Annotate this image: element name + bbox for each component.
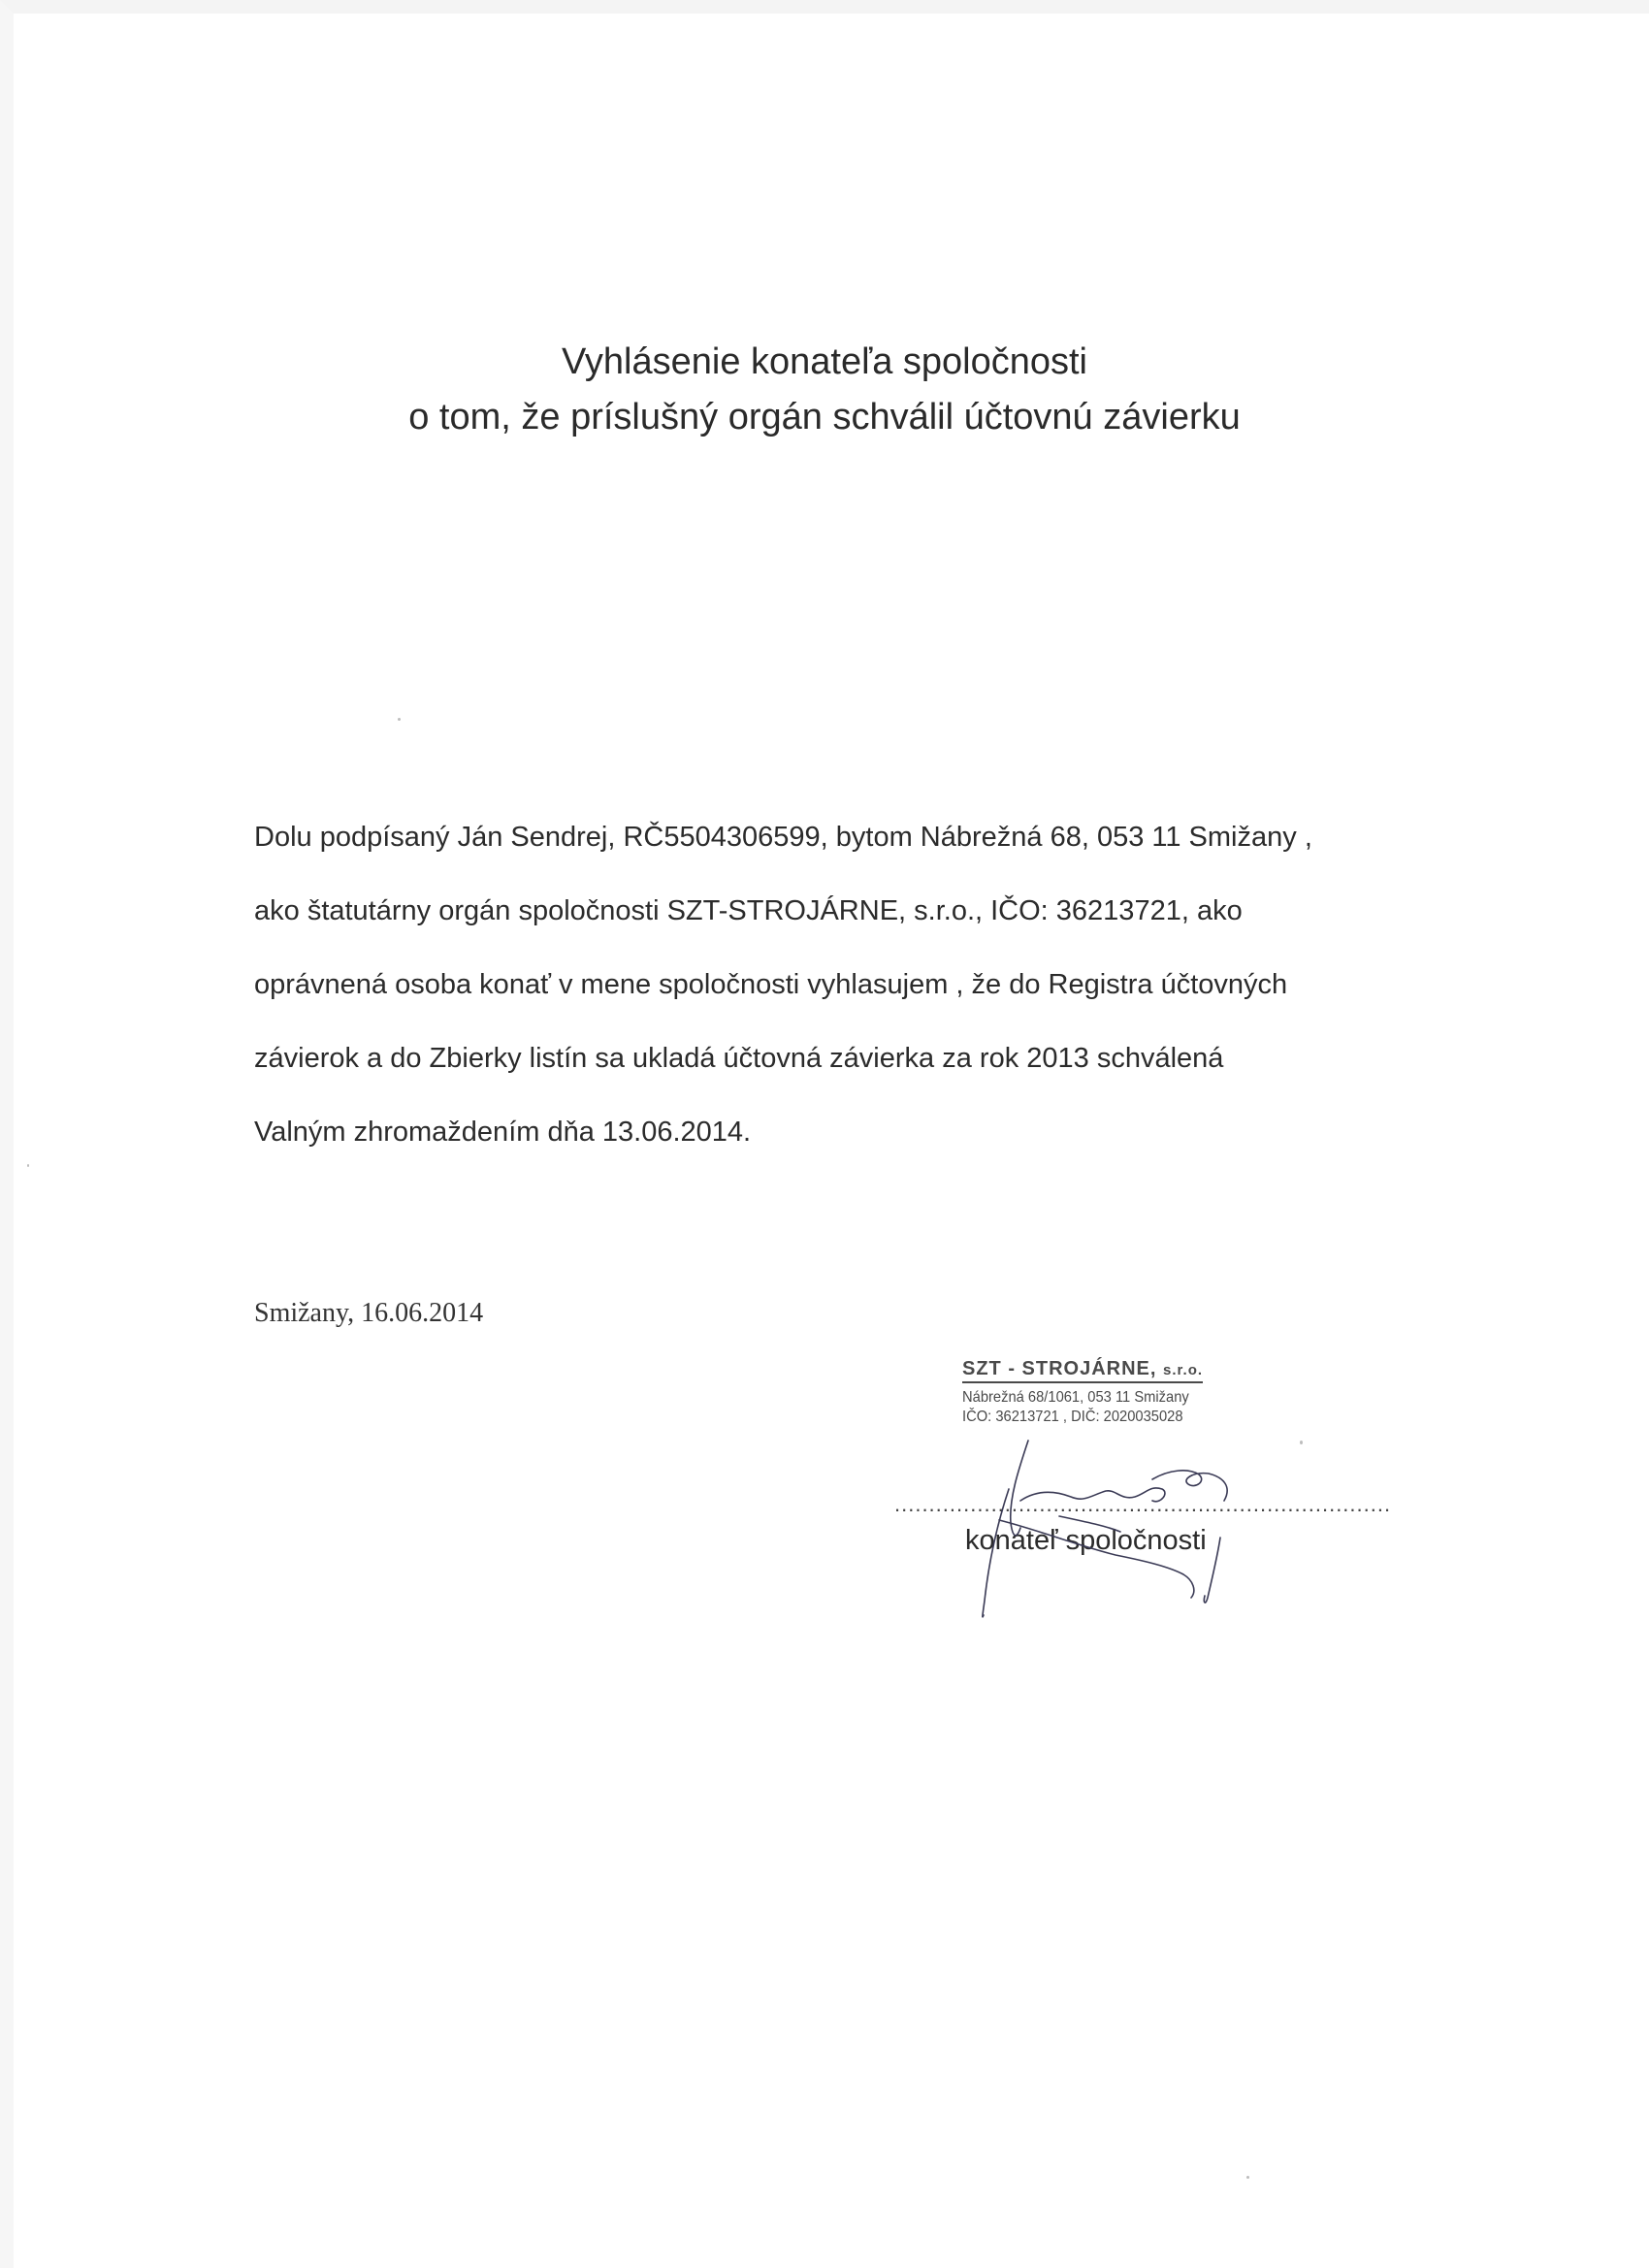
scan-speck (398, 718, 401, 721)
stamp-address: Nábrežná 68/1061, 053 11 Smižany (962, 1389, 1189, 1406)
title-line-2: o tom, že príslušný orgán schválil účtovnú závierku (408, 397, 1241, 437)
handwritten-signature (970, 1431, 1300, 1635)
company-stamp (962, 1358, 1273, 1426)
place-and-date: Smižany, 16.06.2014 (254, 1298, 484, 1328)
scan-speck (1246, 2176, 1249, 2179)
scan-speck (27, 1164, 29, 1167)
scan-speck (1300, 1441, 1303, 1444)
stamp-name-suffix: s.r.o. (1163, 1362, 1204, 1378)
body-line-1: Dolu podpísaný Ján Sendrej, RČ5504306599, bytom Nábrežná 68, 053 11 Smižany , (254, 822, 1312, 853)
body-line-3: oprávnená osoba konať v mene spoločnosti vyhlasujem , že do Registra účtovných (254, 969, 1288, 1000)
stamp-ids: IČO: 36213721 , DIČ: 2020035028 (962, 1409, 1183, 1425)
stamp-company-name (962, 1358, 1203, 1383)
title-line-1: Vyhlásenie konateľa spoločnosti (561, 341, 1088, 382)
document-title (0, 335, 1649, 445)
body-line-4: závierok a do Zbierky listín sa ukladá účtovná závierka za rok 2013 schválená (254, 1043, 1224, 1074)
signature-line: ........................................................................ (894, 1492, 1392, 1516)
signature-label: konateľ spoločnosti (965, 1525, 1207, 1556)
stamp-name-text: SZT - STROJÁRNE, (962, 1358, 1157, 1379)
body-line-2: ako štatutárny orgán spoločnosti SZT-STROJÁRNE, s.r.o., IČO: 36213721, ako (254, 895, 1243, 926)
body-line-5: Valným zhromaždením dňa 13.06.2014. (254, 1117, 752, 1148)
